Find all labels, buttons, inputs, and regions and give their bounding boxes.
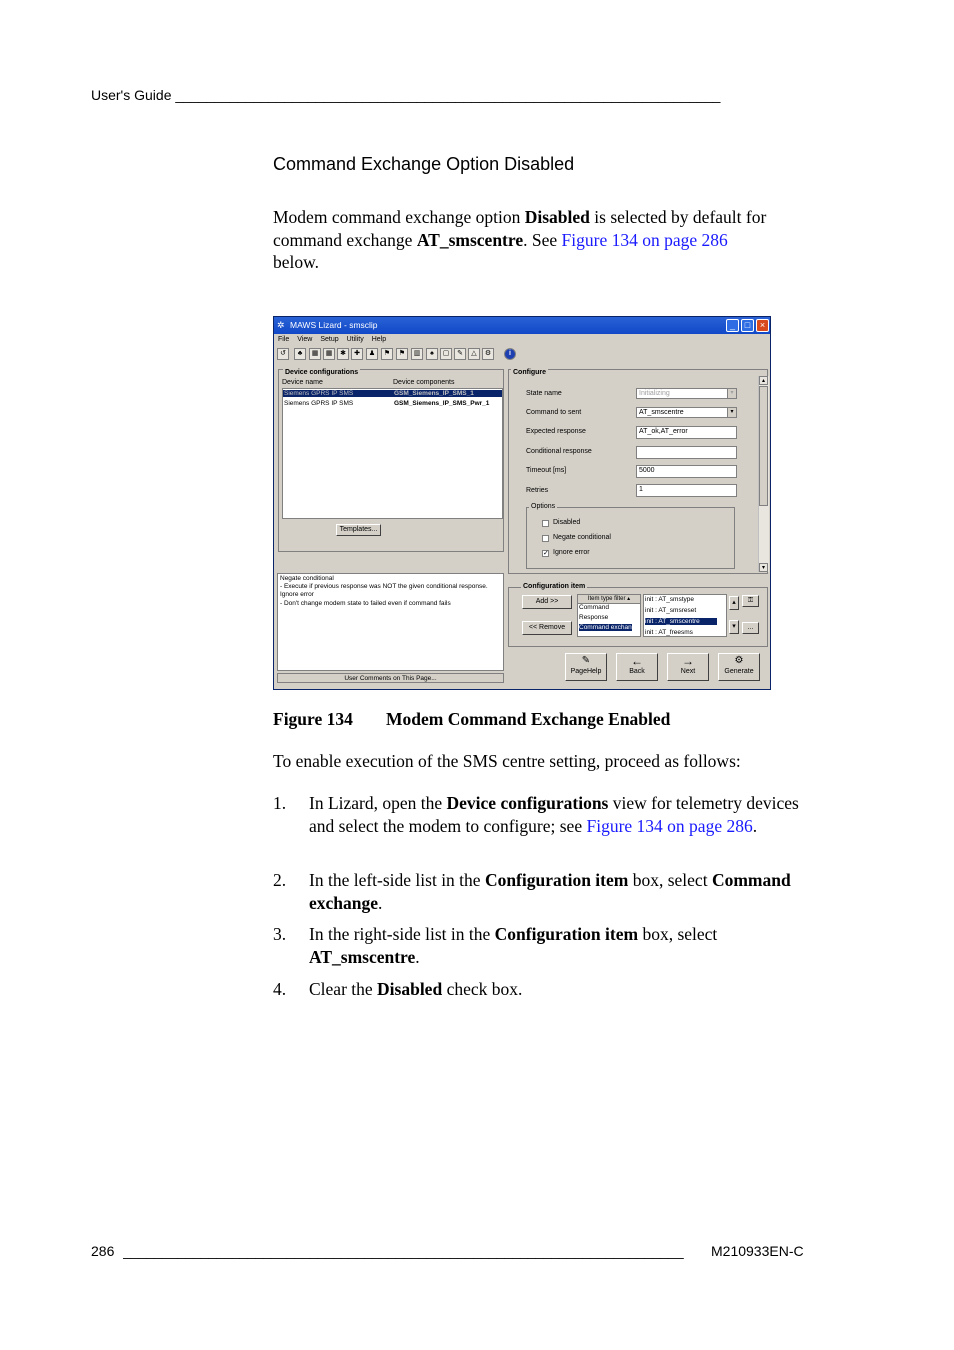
list-item[interactable]: init : AT_freesms (645, 629, 693, 636)
ignore-checkbox[interactable]: ✓ (543, 550, 549, 557)
step-number: 3. (273, 924, 287, 944)
intro-text-3: . See (523, 229, 562, 250)
list-item[interactable]: init : AT_smstype (645, 596, 695, 603)
disabled-label: Disabled (553, 519, 581, 526)
command-value: AT_smscentre (639, 409, 684, 416)
flag2-icon[interactable]: ⚑ (396, 348, 408, 360)
arrow-right-icon: → (682, 654, 694, 668)
comments-box[interactable] (277, 573, 504, 671)
device-config-group (278, 369, 504, 552)
menu-setup[interactable]: Setup (320, 336, 339, 343)
flag-icon[interactable]: ⚑ (381, 348, 393, 360)
app-icon: ✲ (277, 320, 285, 330)
back-label: Back (629, 668, 645, 675)
intro-text-1: Modem command exchange option (273, 207, 525, 227)
device-row-component: GSM_Siemens_IP_SMS_Pwr_1 (394, 400, 490, 407)
step-3 (273, 923, 818, 968)
key-icon[interactable]: ⚿ (742, 595, 759, 607)
step-text: In the right-side list in the (309, 924, 495, 944)
config-item-title: Configuration item (523, 583, 586, 590)
dev2-icon[interactable]: ▦ (323, 348, 335, 360)
remove-button[interactable]: << Remove (522, 621, 572, 635)
comment-line: - Don't change modem state to failed even if command fails (280, 599, 451, 607)
move-down-icon[interactable]: ▾ (729, 620, 739, 634)
open-icon[interactable]: ↺ (277, 348, 289, 360)
expected-label: Expected response (526, 428, 586, 435)
add-button[interactable]: Add >> (522, 595, 572, 609)
step-bold: Command exchange (309, 870, 791, 913)
step-bold: Configuration item (494, 924, 639, 944)
doc-icon[interactable]: ▢ (440, 348, 452, 360)
menu-utility[interactable]: Utility (346, 336, 364, 343)
figure-caption-text: Modem Command Exchange Enabled (386, 709, 671, 729)
config-item-group (508, 583, 768, 647)
list-item[interactable]: Command (579, 604, 609, 611)
figure-caption (273, 709, 670, 730)
pen-icon[interactable]: ✎ (454, 348, 466, 360)
table-icon[interactable]: ▥ (411, 348, 423, 360)
pagehelp-button[interactable] (565, 653, 607, 681)
step-1 (273, 792, 818, 837)
filter-label: Item type filter (587, 596, 626, 602)
step-number: 4. (273, 979, 287, 999)
gear-icon[interactable]: ⚙ (482, 348, 494, 360)
network-icon[interactable]: ♣ (294, 348, 306, 360)
title-bar (274, 317, 770, 334)
chevron-down-icon: ▾ (727, 389, 736, 398)
step-bold: Device configurations (446, 793, 609, 813)
list-item[interactable]: init : AT_smsreset (645, 607, 697, 614)
intro-paragraph (273, 206, 818, 274)
menu-view[interactable]: View (297, 336, 313, 343)
step-bold: Configuration item (484, 870, 629, 890)
window-title: MAWS Lizard - smsclip (290, 320, 378, 330)
help-icon: ✎ (581, 655, 591, 666)
config-item-list[interactable] (643, 594, 727, 637)
chevron-down-icon: ▾ (727, 408, 736, 417)
comment-line: - Execute if previous response was NOT the given conditional response. (280, 583, 488, 591)
menu-file[interactable]: File (278, 336, 290, 343)
command-label: Command to sent (526, 409, 582, 416)
menu-bar (274, 334, 770, 346)
step-text: In Lizard, open the (309, 793, 447, 813)
toolbar (276, 347, 768, 363)
timeout-field[interactable]: 5000 (636, 465, 737, 478)
list-item[interactable]: Response (579, 614, 609, 621)
step-text: . (415, 946, 420, 967)
step-2 (273, 869, 818, 914)
sensor-icon[interactable]: ✱ (337, 348, 349, 360)
arrow-left-icon: ← (631, 654, 643, 668)
step-text: In the left-side list in the (309, 870, 485, 890)
next-label: Next (680, 668, 696, 675)
page-number: 286 (91, 1243, 115, 1259)
device-list[interactable] (282, 388, 503, 519)
scroll-up-icon[interactable]: ▴ (759, 376, 768, 385)
state-name-label: State name (526, 390, 562, 397)
figure-link[interactable]: Figure 134 on page 286 (561, 229, 728, 250)
menu-help[interactable]: Help (371, 336, 387, 343)
step-text: view for telemetry devices and select the modem to configure; see (309, 793, 799, 836)
device-row-component: GSM_Siemens_IP_SMS_1 (394, 390, 474, 397)
next-button[interactable] (667, 653, 709, 681)
pagehelp-label: PageHelp (570, 668, 602, 675)
retries-field[interactable]: 1 (636, 484, 737, 497)
list-item[interactable]: init : AT_smscentre (645, 618, 717, 625)
link-icon[interactable]: ♠ (426, 348, 438, 360)
state-name-field[interactable] (636, 388, 737, 399)
gears-icon: ⚙ (734, 655, 744, 666)
col-device-name: Device name (282, 379, 323, 386)
step-bold: Disabled (377, 979, 443, 999)
step-text: box, select (628, 870, 712, 890)
back-button[interactable] (616, 653, 658, 681)
document-code: M210933EN-C (711, 1243, 804, 1259)
comment-line: Ignore error (280, 591, 314, 599)
conditional-field[interactable] (636, 446, 737, 459)
step-text: box, select (638, 924, 718, 944)
step-text: . (378, 892, 383, 913)
page-header: User's Guide ______________________________________________________________________ (91, 87, 721, 103)
timeout-label: Timeout [ms] (526, 467, 567, 474)
negate-label: Negate conditional (553, 534, 611, 541)
conditional-label: Conditional response (526, 448, 592, 455)
step-text: . (752, 815, 758, 836)
item-type-filter[interactable]: Item type filter ▴ (578, 595, 640, 604)
step-number: 2. (273, 870, 287, 890)
command-select[interactable] (636, 407, 737, 418)
configure-title: Configure (513, 369, 547, 376)
options-group (526, 503, 735, 569)
step-number: 1. (273, 793, 287, 813)
minimize-button[interactable]: _ (726, 319, 739, 332)
col-device-components: Device components (393, 379, 455, 386)
section-title: Command Exchange Option Disabled (273, 154, 575, 174)
step-4 (273, 978, 818, 1001)
bell-icon[interactable]: △ (468, 348, 480, 360)
runner-icon[interactable]: ♟ (366, 348, 378, 360)
move-up-icon[interactable]: ▴ (729, 596, 739, 610)
ignore-label: Ignore error (553, 549, 590, 556)
step-bold: AT_smscentre (309, 946, 416, 967)
wrench-icon[interactable]: ✚ (351, 348, 363, 360)
figure-link[interactable]: Figure 134 on page 286 (586, 815, 753, 836)
device-config-title: Device configurations (285, 369, 359, 376)
comment-line: Negate conditional (280, 575, 334, 582)
dots-button[interactable]: ... (742, 622, 759, 634)
device-row[interactable] (283, 400, 502, 407)
scroll-down-icon[interactable]: ▾ (759, 563, 768, 572)
state-name-value: Initializing (639, 390, 670, 397)
lead-paragraph: To enable execution of the SMS centre setting, proceed as follows: (273, 751, 741, 771)
expected-field[interactable]: AT_ok,AT_error (636, 426, 737, 439)
intro-bold-1: Disabled (524, 207, 590, 227)
intro-text-2: is selected by default for command exchange (273, 207, 767, 250)
generate-button[interactable] (718, 653, 760, 681)
user-comments-button[interactable]: User Comments on This Page... (277, 673, 504, 683)
dev-icon[interactable]: ▦ (309, 348, 321, 360)
intro-bold-2: AT_smscentre (416, 229, 524, 250)
configure-group (508, 369, 768, 574)
footer-rule: ________________________________________________________________________ (123, 1243, 684, 1259)
item-type-list[interactable] (577, 594, 641, 637)
templates-button[interactable]: Templates... (336, 524, 381, 536)
device-row[interactable] (283, 390, 502, 397)
options-title: Options (531, 503, 556, 510)
intro-text-4: below. (273, 252, 320, 272)
generate-label: Generate (724, 668, 754, 675)
scroll-thumb[interactable] (759, 386, 768, 506)
negate-checkbox[interactable] (542, 535, 549, 542)
retries-label: Retries (526, 487, 549, 494)
step-text: Clear the (309, 979, 378, 999)
list-item[interactable]: Command exchan (579, 624, 632, 631)
info-icon[interactable]: i (504, 348, 516, 360)
step-text: check box. (442, 979, 523, 999)
lizard-window (273, 316, 771, 690)
configure-scrollbar[interactable] (758, 376, 769, 572)
device-row-name: Siemens GPRS IP SMS (284, 400, 354, 407)
disabled-checkbox[interactable] (542, 520, 549, 527)
close-button[interactable]: × (756, 319, 769, 332)
device-row-name: Siemens GPRS IP SMS (284, 390, 354, 397)
figure-number: Figure 134 (273, 709, 353, 729)
maximize-button[interactable]: □ (741, 319, 754, 332)
